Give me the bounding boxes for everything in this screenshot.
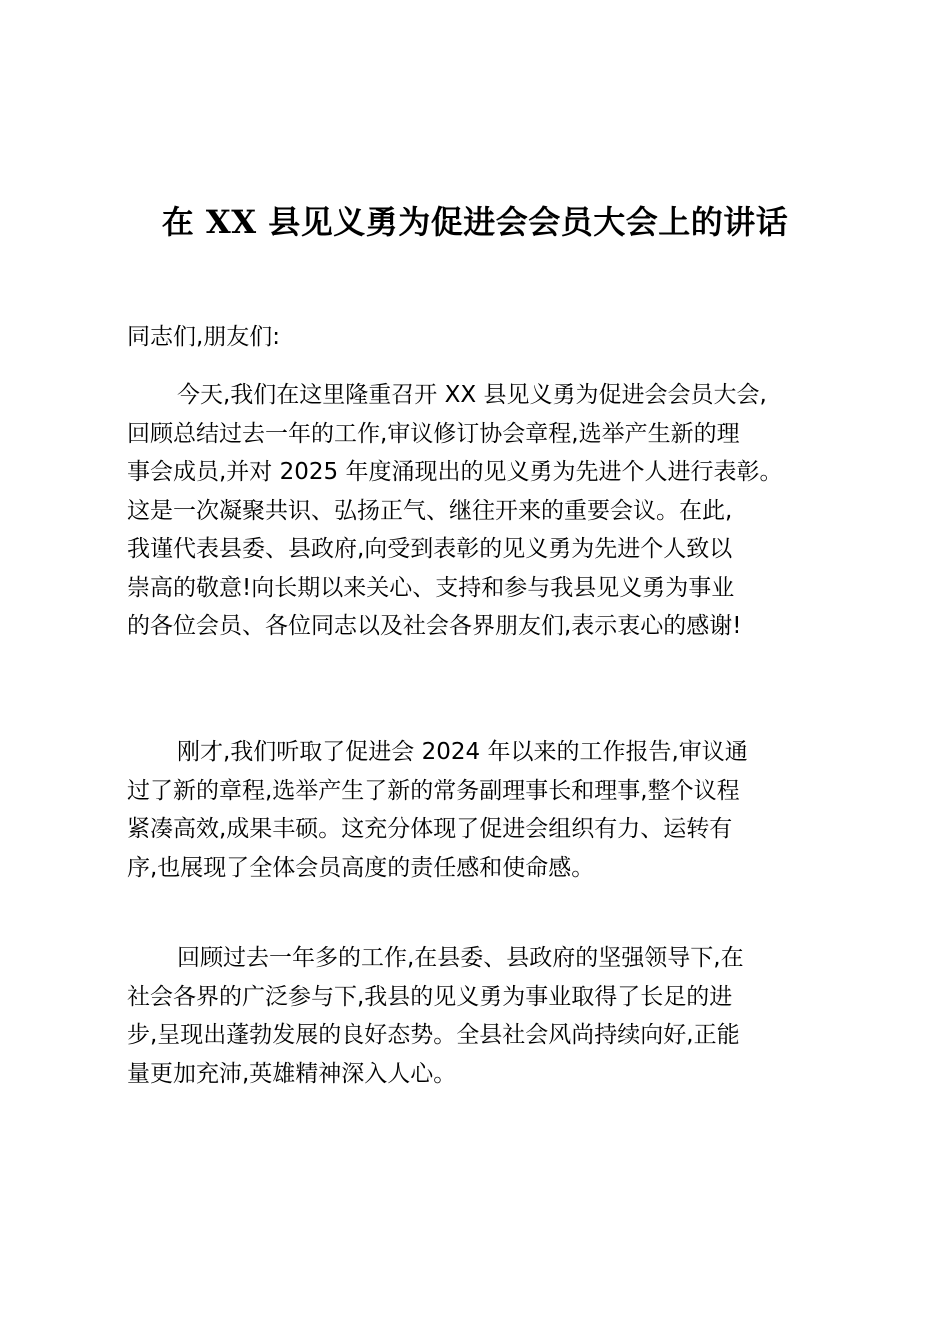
paragraph-2 bbox=[127, 733, 827, 887]
paragraph-line: 这是一次凝聚共识、弘扬正气、继往开来的重要会议。在此, bbox=[127, 497, 733, 524]
paragraph-1 bbox=[127, 376, 827, 646]
paragraph-line: 过了新的章程,选举产生了新的常务副理事长和理事,整个议程 bbox=[127, 777, 740, 804]
paragraph-line: 社会各界的广泛参与下,我县的见义勇为事业取得了长足的进 bbox=[127, 983, 733, 1010]
paragraph-3 bbox=[127, 939, 827, 1093]
paragraph-line: 序,也展现了全体会员高度的责任感和使命感。 bbox=[127, 854, 595, 881]
document-title: 在 XX 县见义勇为促进会会员大会上的讲话 bbox=[161, 203, 789, 241]
paragraph-line: 量更加充沛,英雄精神深入人心。 bbox=[127, 1060, 457, 1087]
paragraph-line: 刚才,我们听取了促进会 2024 年以来的工作报告,审议通 bbox=[177, 739, 748, 765]
paragraph-line: 事会成员,并对 2025 年度涌现出的见义勇为先进个人进行表彰。 bbox=[127, 459, 783, 485]
paragraph-line: 崇高的敬意!向长期以来关心、支持和参与我县见义勇为事业 bbox=[127, 574, 735, 601]
paragraph-line: 今天,我们在这里隆重召开 XX 县见义勇为促进会会员大会, bbox=[177, 382, 767, 408]
paragraph-line: 回顾总结过去一年的工作,审议修订协会章程,选举产生新的理 bbox=[127, 420, 740, 447]
paragraph-line: 步,呈现出蓬勃发展的良好态势。全县社会风尚持续向好,正能 bbox=[127, 1022, 740, 1048]
paragraph-line: 紧凑高效,成果丰硕。这充分体现了促进会组织有力、运转有 bbox=[127, 816, 733, 842]
salutation: 同志们,朋友们: bbox=[127, 324, 281, 350]
paragraph-line: 回顾过去一年多的工作,在县委、县政府的坚强领导下,在 bbox=[177, 945, 744, 971]
paragraph-line: 的各位会员、各位同志以及社会各界朋友们,表示衷心的感谢! bbox=[127, 613, 742, 639]
paragraph-line: 我谨代表县委、县政府,向受到表彰的见义勇为先进个人致以 bbox=[127, 536, 733, 562]
